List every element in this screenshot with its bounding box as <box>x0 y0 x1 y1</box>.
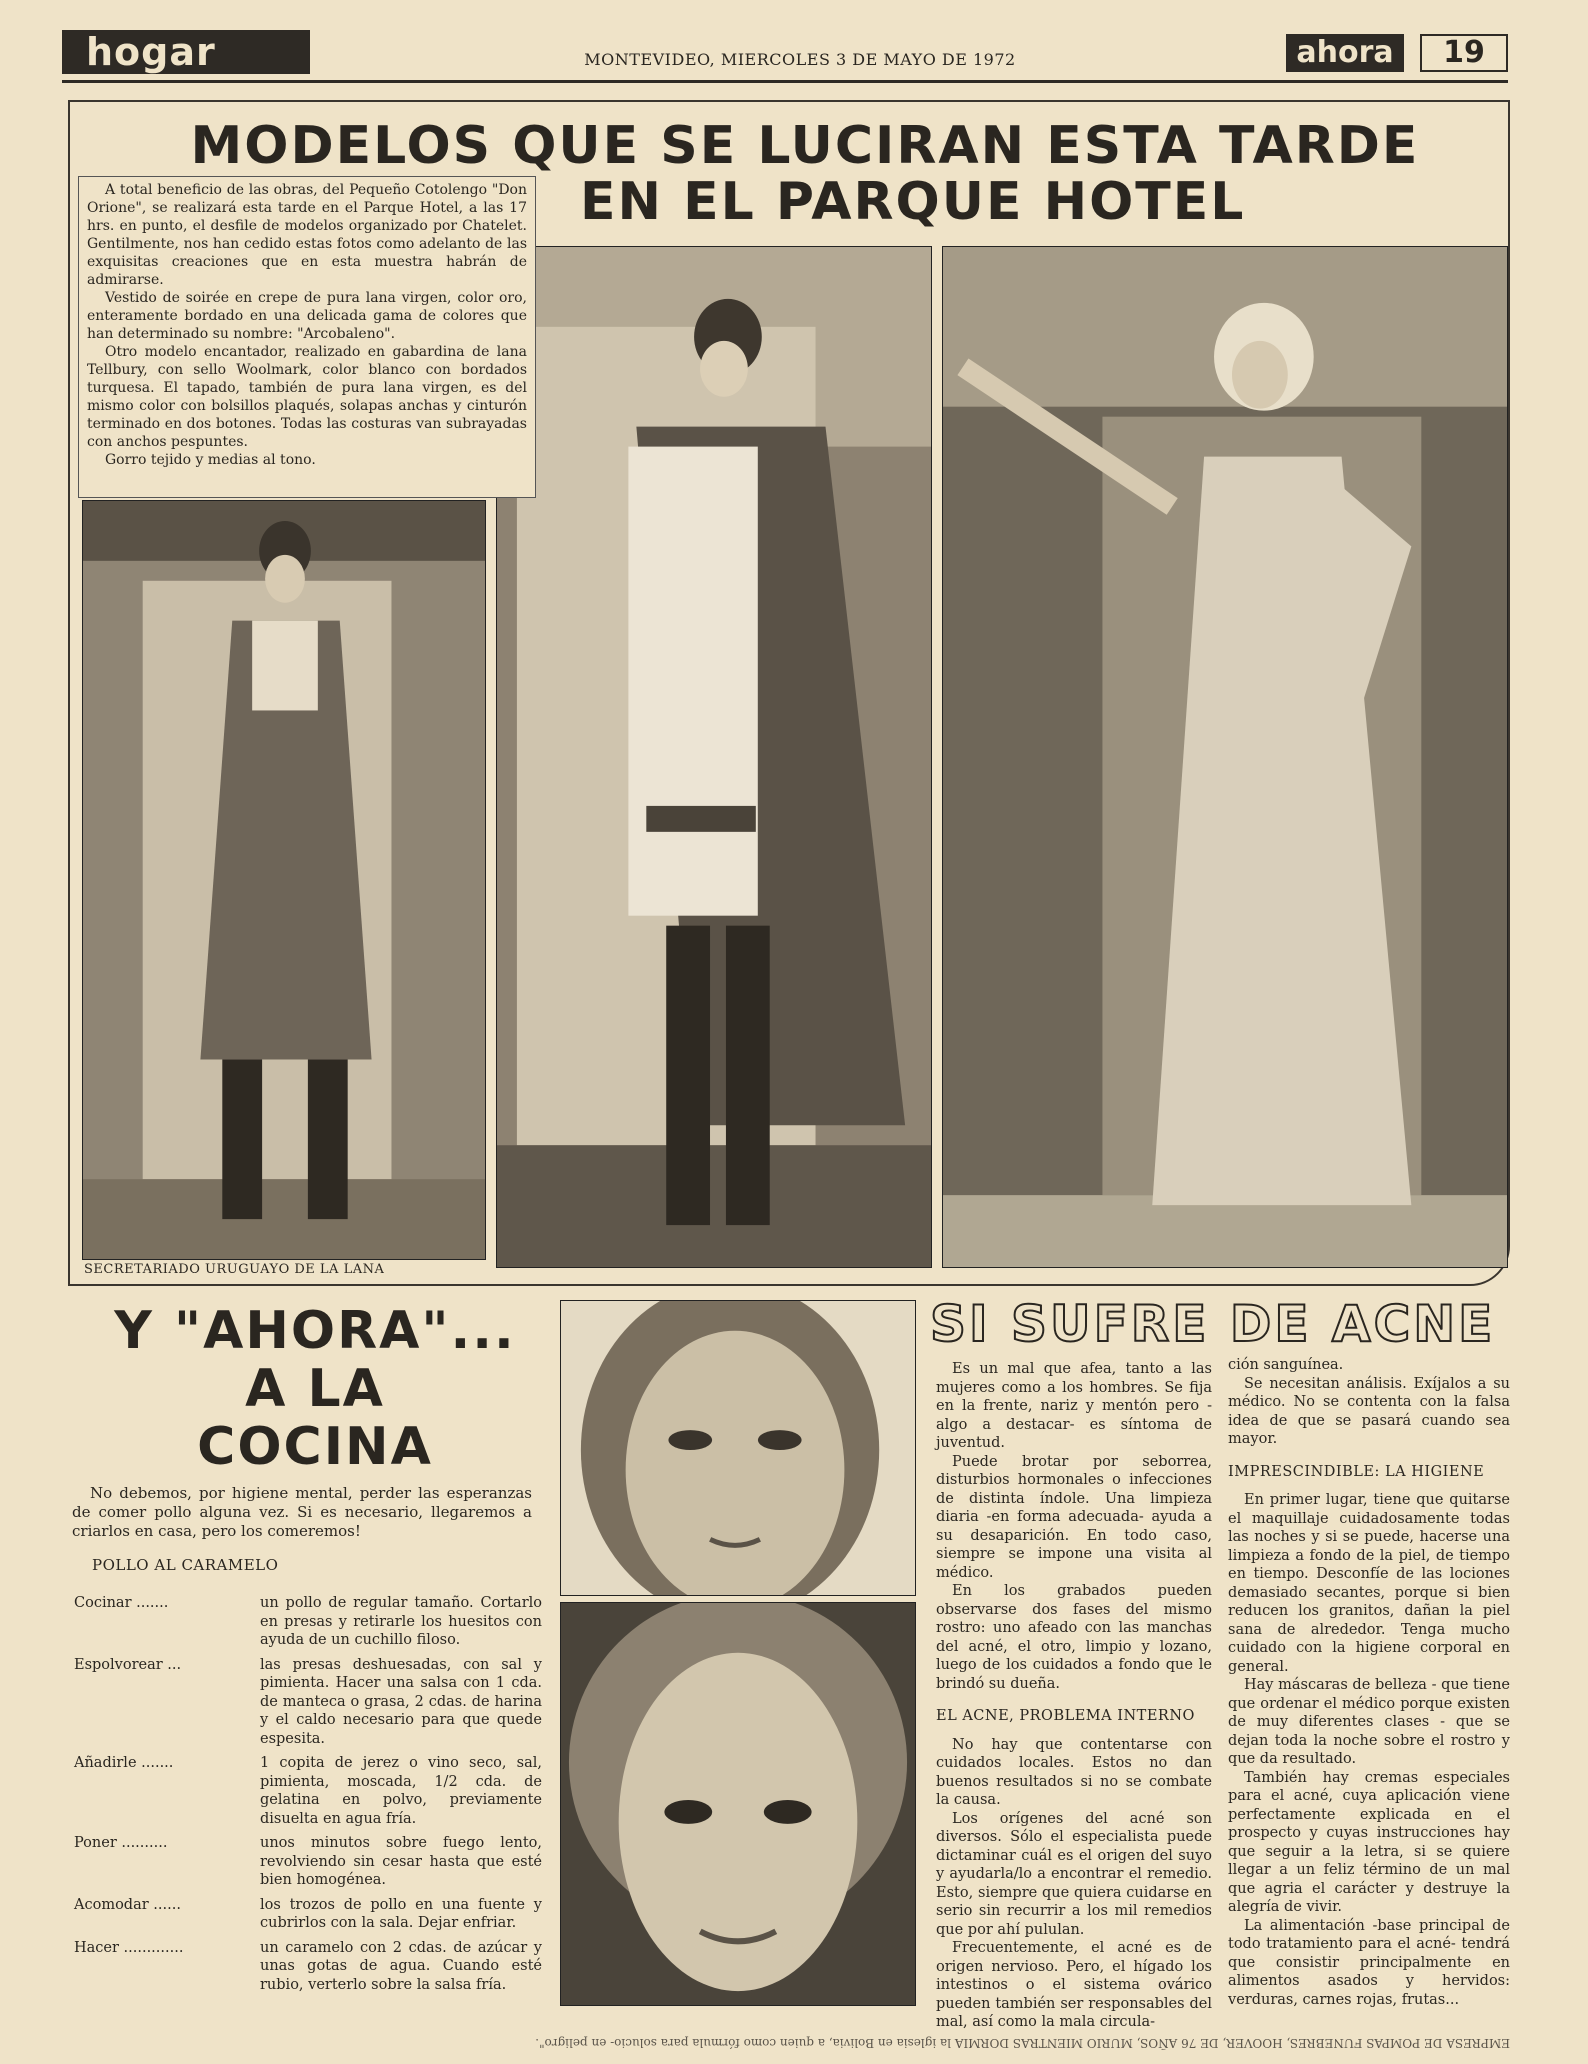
recipe-step <box>74 1594 542 1650</box>
intro-paragraph: Vestido de soirée en crepe de pura lana virgen, color oro, enteramente bordado en una delicada gama de colores que han determinado su nombre: "Arcobaleno". <box>87 290 527 342</box>
recipe-step <box>74 1834 542 1890</box>
cocina-headline <box>70 1302 560 1476</box>
acne-paragraph: Se necesitan análisis. Exíjalos a su médico. No se contenta con la falsa idea de que se pasará cuando sea mayor. <box>1228 1375 1510 1447</box>
acne-paragraph: También hay cremas especiales para el acné, cuya aplicación viene perfectamente explicada en el prospecto y cuyas instrucciones hay que seguir a la letra, si se quiere llegar a un feliz término de un mal que agria el carácter y destruye la alegría de vivir. <box>1228 1769 1510 1915</box>
intro-paragraph: A total beneficio de las obras, del Pequeño Cotolengo "Don Orione", se realizará esta tarde en el Parque Hotel, a las 17 hrs. en punto, el desfile de modelos organizado por Chatelet. Gentilmente, nos han cedido estas fotos como adelanto de las exquisitas creaciones que en esta muestra habrán de admirarse. <box>87 182 527 288</box>
acne-subheading: IMPRESCINDIBLE: LA HIGIENE <box>1228 1463 1485 1480</box>
step-text: 1 copita de jerez o vino seco, sal, pimienta, moscada, 1/2 cda. de gelatina en polvo, previamente disuelta en agua fría. <box>260 1755 542 1827</box>
acne-paragraph: Los orígenes del acné son diversos. Sólo el especialista puede dictaminar cuál es el origen del suyo y ayudarla/lo a encontrar el remedio. Esto, siempre que quiera cuidarse en serio sin recurrir a los mil remedios que por ahí pululan. <box>936 1810 1212 1938</box>
headline-line-1: MODELOS QUE SE LUCIRAN ESTA TARDE <box>190 116 1420 176</box>
cocina-headline-line: Y "AHORA"... <box>114 1301 516 1361</box>
recipe-step <box>74 1939 542 1995</box>
acne-paragraph: Puede brotar por seborrea, disturbios hormonales o infecciones de distinta índole. Una limpieza diaria -en forma adecuada- ayuda a su desaparición. En todo caso, siempre se impone una visita al médico. <box>936 1453 1212 1581</box>
cocina-intro: No debemos, por higiene mental, perder las esperanzas de comer pollo alguna vez. Si es necesario, llegaremos a criarlos en casa, pero los comeremos! <box>72 1484 532 1540</box>
recipe-title: POLLO AL CARAMELO <box>92 1556 279 1574</box>
acne-headline: SI SUFRE DE ACNE <box>930 1295 1496 1353</box>
acne-subheading: EL ACNE, PROBLEMA INTERNO <box>936 1708 1195 1724</box>
cocina-headline-line: A LA <box>245 1359 385 1419</box>
recipe-step <box>74 1896 542 1933</box>
headline-line-2: EN EL PARQUE HOTEL <box>580 172 1246 232</box>
intro-paragraph: Otro modelo encantador, realizado en gabardina de lana Tellbury, con sello Woolmark, color blanco con bordados turquesa. El tapado, también de pura lana virgen, es del mismo color con bolsillos plaqués, solapas anchas y cinturón terminado en dos botones. Todas las costuras van subrayadas con anchos pespuntes. <box>87 344 527 450</box>
step-label: Cocinar ....... <box>74 1595 169 1611</box>
bleed-through-text: EMPRESA DE POMPAS FUNEBRES, HOOVER, DE 76 AÑOS, MURIO MIENTRAS DORMIA la iglesia en Bolivia, a quien como fórmula para solucio- en peligro". <box>535 2036 1510 2050</box>
photo-face-after <box>560 1602 916 2006</box>
fashion-intro <box>78 176 536 498</box>
acne-paragraph: Es un mal que afea, tanto a las mujeres como a los hombres. Se fija en la frente, nariz y mentón pero -algo a destacar- es síntoma de juventud. <box>936 1361 1212 1451</box>
page-number: 19 <box>1420 34 1508 72</box>
photo-credit: SECRETARIADO URUGUAYO DE LA LANA <box>84 1262 385 1277</box>
step-text: un pollo de regular tamaño. Cortarlo en presas y retirarle los huesitos con ayuda de un cuchillo filoso. <box>260 1595 542 1648</box>
section-tag: hogar <box>62 30 310 74</box>
cocina-headline-line: COCINA <box>197 1417 433 1477</box>
header-rule <box>62 80 1508 83</box>
acne-column-1 <box>936 1360 1212 2032</box>
step-label: Espolvorear ... <box>74 1656 182 1673</box>
acne-paragraph: En primer lugar, tiene que quitarse el maquillaje cuidadosamente todas las noches y si se puede, hacerse una limpieza a fondo de la piel, de tiempo en tiempo. Desconfíe de las lociones demasiado secantes, porque si bien reducen los granitos, dañan la piel sana de alrededor. Tenga mucho cuidado con la higiene corporal en general. <box>1228 1492 1510 1675</box>
masthead-logo: ahora <box>1286 34 1404 72</box>
step-label: Acomodar ...... <box>74 1896 181 1913</box>
acne-paragraph: Frecuentemente, el acné es de origen nervioso. Pero, el hígado los intestinos o el sistema ovárico pueden también ser responsables del mal, así como la mala circula- <box>936 1940 1212 2030</box>
photo-dress-coat-model <box>496 246 932 1268</box>
acne-column-2 <box>1228 1356 1510 2009</box>
photo-face-before <box>560 1300 916 1596</box>
step-text: las presas deshuesadas, con sal y pimienta. Hacer una salsa con 1 cda. de manteca o grasa, 2 cdas. de harina y el caldo necesario para que quede espesita. <box>260 1656 542 1747</box>
recipe-steps <box>74 1594 542 1994</box>
acne-paragraph: La alimentación -base principal de todo tratamiento para el acné- tendrá que consistir principalmente en alimentos asados y hervidos: verduras, carnes rojas, frutas... <box>1228 1917 1510 2008</box>
step-text: un caramelo con 2 cdas. de azúcar y unas gotas de agua. Cuando esté rubio, verterlo sobre la salsa fría. <box>260 1939 542 1993</box>
step-text: unos minutos sobre fuego lento, revolviendo sin cesar hasta que esté bien homogénea. <box>260 1835 542 1888</box>
photo-evening-gown-model <box>942 246 1508 1268</box>
acne-paragraph: ción sanguínea. <box>1228 1357 1344 1373</box>
recipe-step <box>74 1754 542 1828</box>
intro-paragraph: Gorro tejido y medias al tono. <box>105 452 316 468</box>
photo-coat-model <box>82 500 486 1260</box>
step-label: Añadirle ....... <box>74 1755 174 1771</box>
acne-paragraph: No hay que contentarse con cuidados locales. Estos no dan buenos resultados si no se combate la causa. <box>936 1736 1212 1808</box>
step-label: Hacer ............. <box>74 1939 184 1956</box>
acne-paragraph: Hay máscaras de belleza - que tiene que ordenar el médico porque existen de muy diferentes clases - que se dejan toda la noche sobre el rostro y que da resultado. <box>1228 1677 1510 1767</box>
step-text: los trozos de pollo en una fuente y cubrirlos con la sala. Dejar enfriar. <box>260 1896 542 1931</box>
step-label: Poner .......... <box>74 1835 168 1851</box>
issue-date: MONTEVIDEO, MIERCOLES 3 DE MAYO DE 1972 <box>584 50 1016 69</box>
recipe-step <box>74 1656 542 1749</box>
acne-paragraph: En los grabados pueden observarse dos fases del mismo rostro: uno afeado con las manchas del acné, el otro, limpio y lozano, luego de los cuidados a fondo que le brindó su dueña. <box>936 1583 1212 1692</box>
